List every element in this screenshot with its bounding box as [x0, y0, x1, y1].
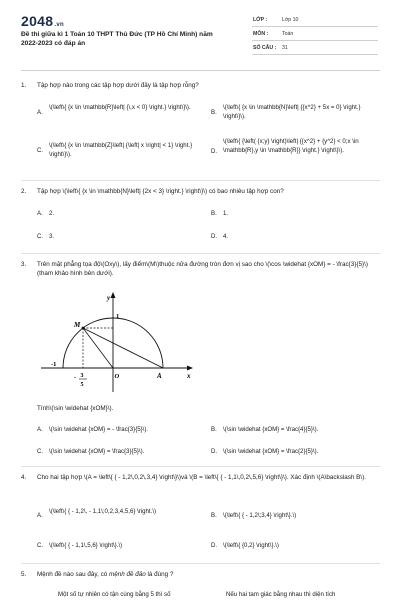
meta-row-class	[252, 13, 378, 27]
frac-denominator: 5	[80, 382, 84, 388]
option-text: \(\sin \widehat {xOM} = \frac{2}{5}\).	[223, 448, 319, 455]
option-letter: B.	[211, 210, 217, 217]
question-divider	[21, 466, 380, 467]
option-text: \(\left\{ {x \in \mathbb{N}\left| {{x^2} + 5x = 0} \right.} \right\}\).	[223, 104, 361, 120]
origin-label: O	[114, 373, 120, 380]
y-axis-arrow	[111, 292, 116, 298]
tick-minus-one-label: -1	[51, 361, 57, 368]
option-letter: C.	[37, 233, 44, 240]
question-text: Tập hợp \(\left\{ {x \in \mathbb{N}\left| {2x < 3} \right.} \right\}\) có bao nhiêu tập hợp con?	[37, 188, 284, 195]
point-m-label: M	[74, 321, 81, 329]
question-text: Tập hợp nào trong các tập hợp dưới đây là tập hợp rỗng?	[37, 82, 199, 89]
option-letter: A.	[37, 210, 43, 217]
question-text-prefix: Mệnh đề nào sau đây, có	[37, 571, 109, 578]
meta-value: Toán	[282, 31, 294, 37]
question-number: 1.	[21, 82, 27, 89]
option-text: \(\sin \widehat {xOM} = - \frac{3}{5}\).	[49, 426, 149, 433]
option-text: \(\left\{ {x \in \mathbb{R}\left| {\,x < 0} \right.} \right\}\).	[49, 104, 191, 111]
option-b[interactable]	[211, 104, 379, 134]
y-label: y	[107, 294, 111, 302]
meta-value: Lớp 10	[282, 17, 299, 23]
option-text: \(\left\{ {\left( {x;y} \right)\left| {{x^2} + {y^2} < 0;x \in \mathbb{R},y \in \mathbb{R}} \right.} \right\}\).	[223, 138, 359, 154]
brand-logo[interactable]	[21, 13, 64, 29]
option-letter: C.	[37, 448, 44, 455]
segment-ma	[83, 328, 163, 368]
option-text: Một số tự nhiên có tận cùng bằng 5 thì số	[58, 591, 171, 598]
exam-meta	[252, 13, 378, 55]
brand-name: 2048	[21, 13, 54, 29]
option-text: \(\left\{ { - 1,1\,5,6} \right\}.\)	[49, 542, 123, 549]
meta-row-count	[252, 41, 378, 55]
option-c[interactable]	[37, 142, 207, 172]
question-text-emphasis: mệnh đề đảo	[109, 571, 146, 578]
option-letter: C.	[37, 147, 44, 154]
header-divider	[21, 70, 380, 71]
option-text: \(\left\{ { - 1,2\;3,4} \right\}.\)	[223, 512, 297, 519]
option-text: 4.	[223, 233, 229, 240]
question-number: 4.	[21, 474, 27, 481]
question-divider	[21, 180, 380, 181]
option-letter: B.	[211, 109, 217, 116]
page-header	[0, 0, 400, 70]
option-text: \(\left\{ {0,2} \right\}.\)	[223, 542, 279, 549]
option-letter: A.	[37, 109, 43, 116]
question-text: Trên mặt phẳng tọa độ\(Oxy\), lấy điểm\(M\)thuộc nửa đường tròn đơn vị sao cho \(\cos \widehat {xOM} = - \frac{3}{5}\) (tham khảo hình bên dưới).	[37, 261, 368, 277]
question-divider	[21, 563, 380, 564]
meta-row-subject	[252, 27, 378, 41]
option-a[interactable]	[37, 104, 207, 134]
option-text: \(\sin \widehat {xOM} = \frac{3}{5}\).	[49, 448, 145, 455]
option-text: 3.	[49, 233, 55, 240]
frac-sign: -	[74, 374, 77, 381]
option-letter: A.	[37, 426, 43, 433]
question-after-text: Tính\(\sin \widehat {xOM}\).	[37, 405, 114, 412]
question-number: 3.	[21, 261, 27, 268]
option-letter: D.	[211, 233, 218, 240]
x-axis-arrow	[187, 366, 193, 371]
option-letter: B.	[211, 512, 217, 519]
meta-key: LỚP :	[253, 17, 268, 23]
question-divider	[21, 253, 380, 254]
exam-title: Đề thi giữa kì 1 Toán 10 THPT Thủ Đức (TP Hồ Chí Minh) năm 2022-2023 có đáp án	[21, 31, 213, 47]
option-d[interactable]	[211, 138, 379, 174]
option-letter: B.	[211, 426, 217, 433]
option-letter: D.	[211, 542, 218, 549]
question-text-suffix: là đúng ?	[145, 571, 174, 578]
question-text	[37, 571, 377, 580]
point-m-dot	[82, 327, 85, 330]
meta-value: 31	[282, 45, 288, 51]
unit-circle-figure	[37, 288, 197, 398]
tick-one-label: 1	[116, 313, 120, 320]
option-text: \(\left\{ { - 1,2\, - 1,1\;0,2,3,4,5,6} \right.\)	[49, 508, 157, 515]
option-text: Nếu hai tam giác bằng nhau thì diện tích	[226, 591, 336, 598]
option-text: 1.	[223, 210, 229, 217]
point-a-label: A	[157, 372, 162, 380]
option-letter: C.	[37, 542, 44, 549]
question-number: 5.	[21, 571, 27, 578]
question-text: Cho hai tập hợp \(A = \left\{ { - 1,2\,0,2\,3,4} \right\}\)và \(B = \left\{ { - 1,1\,0,2\,5,6} \right\}\). Xác định \(A\backslash B\).	[37, 474, 366, 481]
question-number: 2.	[21, 188, 27, 195]
option-letter: D.	[211, 448, 218, 455]
meta-key: MÔN :	[253, 31, 269, 37]
brand-suffix: .vn	[54, 22, 64, 28]
option-letter: A.	[37, 512, 43, 519]
option-text: \(\left\{ {x \in \mathbb{Z}\left| {\left| x \right| < 1} \right.} \right\}\).	[49, 142, 193, 158]
x-label: x	[187, 372, 191, 380]
option-letter: D.	[211, 148, 218, 155]
option-text: 2.	[49, 210, 55, 217]
meta-key: SỐ CÂU :	[253, 45, 277, 51]
option-text: \(\sin \widehat {xOM} = \frac{4}{5}\).	[223, 426, 319, 433]
option-a[interactable]	[37, 508, 207, 530]
segment-om	[83, 328, 113, 368]
frac-numerator: 3	[80, 373, 84, 379]
